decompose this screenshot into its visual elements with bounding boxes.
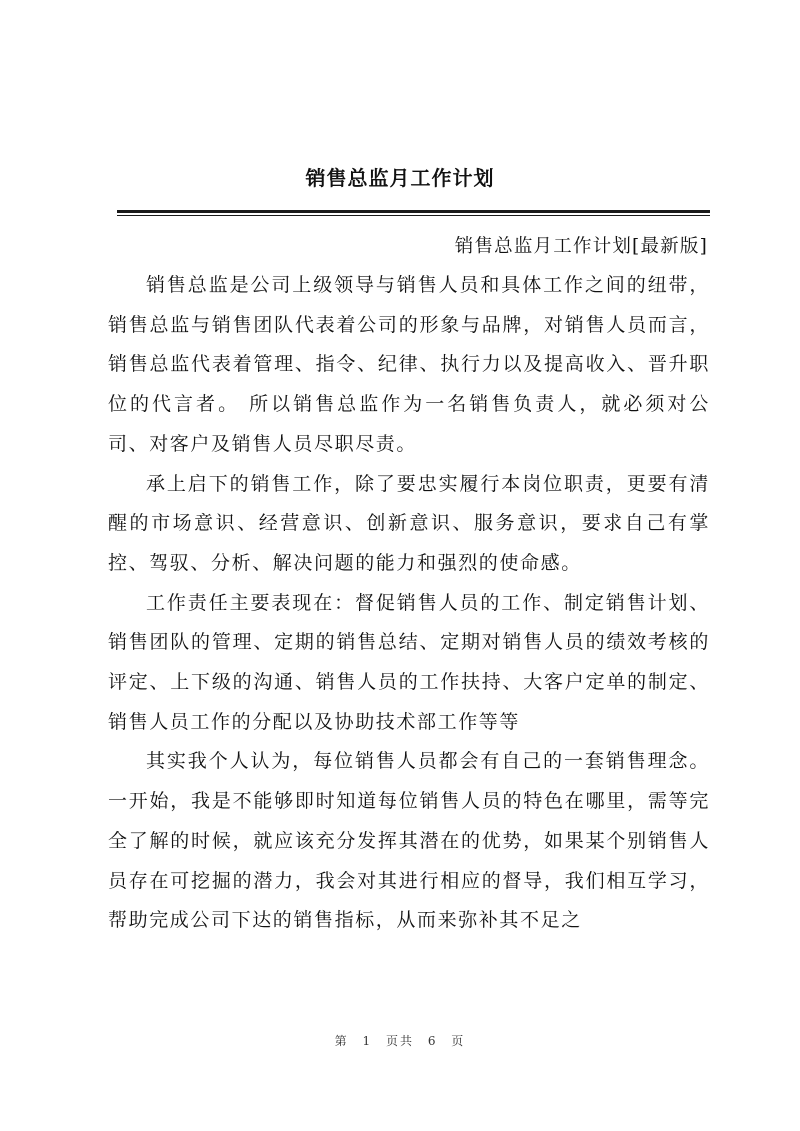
title-rule-thin (117, 215, 710, 216)
paragraph: 工作责任主要表现在：督促销售人员的工作、制定销售计划、销售团队的管理、定期的销售总结、定期对销售人员的绩效考核的评定、上下级的沟通、销售人员的工作扶持、大客户定单的制定、销售人员工作的分配以及协助技术部工作等等 (108, 591, 710, 733)
document-subtitle: 销售总监月工作计划[最新版] (454, 236, 708, 257)
paragraph: 其实我个人认为，每位销售人员都会有自己的一套销售理念。一开始，我是不能够即时知道每位销售人员的特色在哪里，需等完全了解的时候，就应该充分发挥其潜在的优势，如果某个别销售人员存在可挖掘的潜力，我会对其进行相应的督导，我们相互学习，帮助完成公司下达的销售指标，从而来弥补其不足之 (108, 750, 710, 932)
footer-prefix: 第 (334, 1034, 349, 1048)
footer-middle: 页共 (385, 1034, 414, 1048)
page-footer (0, 1033, 800, 1049)
document-body (108, 266, 710, 941)
paragraph: 承上启下的销售工作，除了要忠实履行本岗位职责，更要有清醒的市场意识、经营意识、创新意识、服务意识，要求自己有掌控、驾驭、分析、解决问题的能力和强烈的使命感。 (108, 472, 710, 574)
title-rule (117, 210, 710, 213)
footer-page-number: 1 (362, 1034, 373, 1048)
footer-total-pages: 6 (427, 1034, 438, 1048)
page-title: 销售总监月工作计划 (305, 166, 495, 190)
paragraph: 销售总监是公司上级领导与销售人员和具体工作之间的纽带，销售总监与销售团队代表着公司的形象与品牌，对销售人员而言，销售总监代表着管理、指令、纪律、执行力以及提高收入、晋升职位的代言者。 所以销售总监作为一名销售负责人，就必须对公司、对客户及销售人员尽职尽责。 (108, 274, 710, 455)
footer-suffix: 页 (451, 1034, 466, 1048)
